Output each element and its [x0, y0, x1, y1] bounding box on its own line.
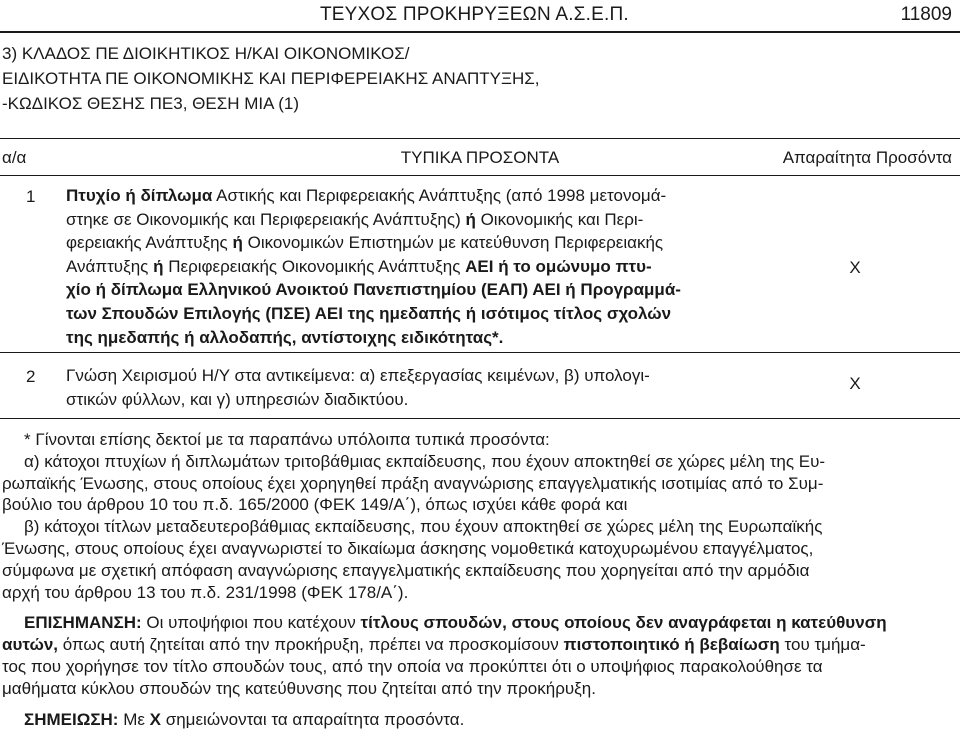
text-run: βούλιο του άρθρου 10 του π.δ. 165/2000 (ΦΕΚ 149/Α΄), όπως ισχύει κάθε φορά και [2, 495, 628, 515]
text-run: χίο ή δίπλωμα Ελληνικού Ανοικτού Πανεπιστημίου (ΕΑΠ) ΑΕΙ ή Προγραμμά- [66, 280, 681, 300]
table-header-rule [0, 175, 960, 176]
text-run: ΑΕΙ ή το ομώνυμο πτυ- [465, 256, 652, 276]
row-qualification-text [66, 184, 746, 349]
text-run: μαθήματα κύκλου σπουδών της κατεύθυνσης που ζητείται από την προκήρυξη. [2, 678, 596, 698]
text-run: Με [118, 709, 150, 729]
text-line [2, 634, 952, 656]
text-run: πιστοποιητικό ή βεβαίωση [563, 635, 780, 655]
text-run: Περιφερειακής Οικονομικής Ανάπτυξης [163, 256, 466, 276]
text-run: Ανάπτυξης [66, 256, 154, 276]
attention-paragraph [2, 612, 952, 699]
text-run: Πτυχίο ή δίπλωμα [66, 186, 213, 205]
text-line [2, 429, 952, 451]
text-run: τος που χορήγησε τον τίτλο σπουδών τους, από την οποία να προκύπτει ότι ο υποψήφιος παρακολούθησε τα [2, 656, 823, 676]
text-run: Οι υποψήφιοι που κατέχουν [141, 613, 361, 633]
text-line [2, 516, 952, 538]
text-run: ή [153, 256, 164, 276]
text-run: αρχή του άρθρου 13 του π.δ. 231/1998 (ΦΕΚ 178/Α΄). [2, 582, 409, 602]
text-run: Γνώση Χειρισμού Η/Υ στα αντικείμενα: α) επεξεργασίας κειμένων, β) υπολογι- [66, 366, 650, 385]
text-line [2, 612, 952, 634]
text-line [66, 302, 746, 326]
text-line [2, 656, 952, 678]
text-run: στικών φύλλων, και γ) υπηρεσιών διαδικτύου. [66, 389, 409, 409]
footnote-paragraph [2, 429, 952, 603]
text-line [2, 582, 952, 604]
text-line [66, 388, 746, 412]
row-qualification-text [66, 364, 746, 411]
text-line [2, 494, 952, 516]
text-line [2, 678, 952, 700]
text-run: φερειακής Ανάπτυξης [66, 233, 233, 253]
column-header-aa: α/α [2, 148, 27, 167]
row-number: 1 [26, 187, 36, 206]
gazette-issue-title: ΤΕΥΧΟΣ ΠΡΟΚΗΡΥΞΕΩΝ Α.Σ.Ε.Π. [320, 4, 629, 25]
text-run: στηκε σε Οικονομικής και Περιφερειακής Ανάπτυξης) [66, 209, 466, 229]
text-line [66, 364, 746, 388]
table-top-rule [0, 138, 960, 139]
text-run: των Σπουδών Επιλογής (ΠΣΕ) ΑΕΙ της ημεδαπής ή ισότιμος τίτλος σχολών [66, 303, 672, 323]
text-run: σημειώνονται τα απαραίτητα προσόντα. [161, 709, 465, 729]
notes-section [2, 429, 952, 730]
text-run: ρωπαϊκής Ένωσης, στους οποίους έχει χορηγηθεί πράξη αναγνώρισης επαγγελματικής ισοτιμίας από το Συμ- [2, 473, 824, 493]
text-run: σύμφωνα με σχετική απόφαση αναγνώρισης επαγγελματικής εκπαίδευσης που χορηγείται από την αρμόδια [2, 560, 810, 580]
row-number: 2 [26, 367, 36, 386]
section-title [2, 41, 942, 116]
section-title-line: 3) ΚΛΑΔΟΣ ΠΕ ΔΙΟΙΚΗΤΙΚΟΣ Η/ΚΑΙ ΟΙΚΟΝΟΜΙΚΟΣ/ [2, 44, 410, 63]
text-line [66, 278, 746, 302]
required-mark: Χ [849, 258, 861, 277]
text-run: τίτλους σπουδών, στους οποίους δεν αναγράφεται η κατεύθυνση [360, 613, 887, 633]
text-run: Χ [149, 709, 162, 729]
text-line [66, 231, 746, 255]
text-line [2, 473, 952, 495]
column-header-qualifications: ΤΥΠΙΚΑ ΠΡΟΣΟΝΤΑ [400, 148, 560, 167]
text-run: αυτών, [2, 635, 58, 655]
text-run: ή [465, 209, 476, 229]
header-rule [0, 31, 960, 33]
remark-paragraph [2, 709, 952, 731]
text-run: * Γίνονται επίσης δεκτοί με τα παραπάνω υπόλοιπα τυπικά προσόντα: [24, 430, 550, 449]
text-line [66, 326, 746, 350]
text-line [2, 560, 952, 582]
column-header-required: Απαραίτητα Προσόντα [782, 148, 952, 167]
row-separator-rule [0, 352, 960, 353]
text-run: Οικονομικών Επιστημών με κατεύθυνση Περιφερειακής [242, 233, 664, 253]
text-line [2, 538, 952, 560]
text-line [2, 451, 952, 473]
text-line [66, 208, 746, 232]
text-run: Οικονομικής και Περι- [475, 209, 644, 229]
text-line [66, 184, 746, 208]
text-line [66, 255, 746, 279]
section-title-line: -ΚΩΔΙΚΟΣ ΘΕΣΗΣ ΠΕ3, ΘΕΣΗ ΜΙΑ (1) [2, 94, 300, 113]
text-run: ΣΗΜΕΙΩΣΗ: [24, 709, 119, 729]
text-run: ή [232, 233, 243, 253]
page-number: 11809 [900, 4, 952, 25]
text-run: του τμήμα- [779, 635, 866, 655]
text-run: όπως αυτή ζητείται από την προκήρυξη, πρέπει να προσκομίσουν [58, 635, 564, 655]
text-run: Αστικής και Περιφερειακής Ανάπτυξης (από 1998 μετονομά- [212, 186, 667, 205]
section-title-line: ΕΙΔΙΚΟΤΗΤΑ ΠΕ ΟΙΚΟΝΟΜΙΚΗΣ ΚΑΙ ΠΕΡΙΦΕΡΕΙΑΚΗΣ ΑΝΑΠΤΥΞΗΣ, [2, 69, 540, 88]
table-bottom-rule [0, 418, 960, 419]
text-run: Ένωσης, στους οποίους έχει αναγνωριστεί το δικαίωμα άσκησης νομοθετικά κατοχυρωμένου επαγγέλματος, [2, 538, 814, 558]
text-run: ΕΠΙΣΗΜΑΝΣΗ: [24, 613, 142, 633]
required-mark: Χ [849, 374, 861, 393]
text-run: της ημεδαπής ή αλλοδαπής, αντίστοιχης ειδικότητας*. [66, 327, 504, 347]
text-line [2, 709, 952, 731]
text-run: α) κάτοχοι πτυχίων ή διπλωμάτων τριτοβάθμιας εκπαίδευσης, που έχουν αποκτηθεί σε χώρες μέλη της Ευ- [24, 451, 826, 471]
text-run: β) κάτοχοι τίτλων μεταδευτεροβάθμιας εκπαίδευσης, που έχουν αποκτηθεί σε χώρες μέλη της Ευρωπαϊκής [24, 517, 823, 537]
